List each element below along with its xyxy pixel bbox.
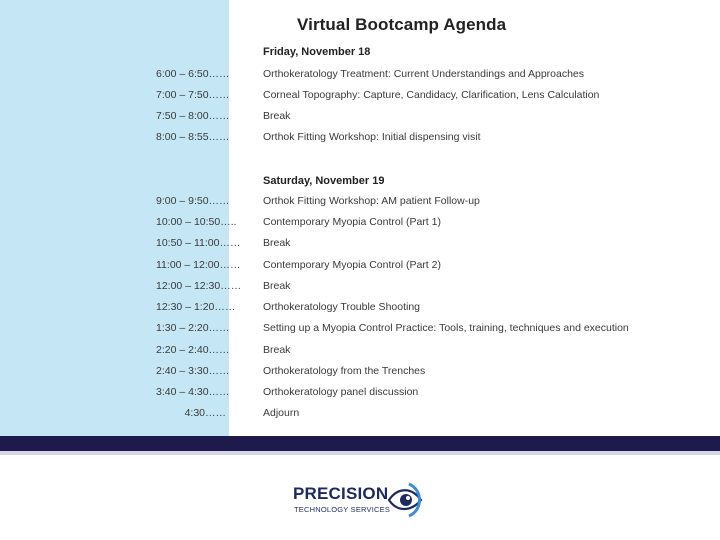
session-title: Contemporary Myopia Control (Part 1)	[263, 216, 441, 228]
session-time: 6:00 – 6:50……	[156, 68, 230, 80]
agenda-row	[0, 407, 720, 421]
session-time: 10:50 – 11:00……	[156, 237, 241, 249]
session-time: 4:30……	[184, 407, 226, 419]
session-title: Break	[263, 280, 291, 292]
session-title: Setting up a Myopia Control Practice: Tools, training, techniques and execution	[263, 322, 629, 334]
session-time: 7:50 – 8:00……	[156, 110, 230, 122]
session-title: Break	[263, 110, 291, 122]
eye-lens-icon	[387, 480, 425, 520]
page-title: Virtual Bootcamp Agenda	[297, 15, 507, 34]
session-time: 2:40 – 3:30……	[156, 365, 230, 377]
agenda-row	[0, 344, 720, 358]
session-time: 9:00 – 9:50……	[156, 195, 230, 207]
logo-tagline: TECHNOLOGY SERVICES	[294, 505, 391, 514]
agenda-row	[0, 386, 720, 400]
agenda-row	[0, 365, 720, 379]
agenda-row	[0, 259, 720, 273]
agenda-row	[0, 195, 720, 209]
session-title: Break	[263, 344, 291, 356]
session-title: Orthok Fitting Workshop: AM patient Follow-up	[263, 195, 480, 207]
session-time: 10:00 – 10:50…..	[156, 216, 237, 228]
session-time: 12:30 – 1:20……	[156, 301, 236, 313]
agenda-row	[0, 237, 720, 251]
company-logo	[293, 480, 433, 522]
agenda-row	[0, 131, 720, 145]
session-time: 2:20 – 2:40……	[156, 344, 230, 356]
agenda-row	[0, 68, 720, 82]
session-title: Orthok Fitting Workshop: Initial dispensing visit	[263, 131, 481, 143]
session-title: Orthokeratology Treatment: Current Understandings and Approaches	[263, 68, 585, 80]
session-title: Orthokeratology Trouble Shooting	[263, 301, 421, 313]
day-heading-friday: Friday, November 18	[263, 46, 371, 58]
session-title: Orthokeratology from the Trenches	[263, 365, 426, 377]
logo-wordmark: PRECISION	[293, 484, 389, 503]
agenda-row	[0, 110, 720, 124]
session-title: Break	[263, 237, 291, 249]
session-time: 7:00 – 7:50……	[156, 89, 230, 101]
session-title: Contemporary Myopia Control (Part 2)	[263, 259, 441, 271]
session-time: 11:00 – 12:00……	[156, 259, 241, 271]
session-time: 1:30 – 2:20……	[156, 322, 230, 334]
agenda-row	[0, 89, 720, 103]
session-time: 8:00 – 8:55……	[156, 131, 230, 143]
agenda-row	[0, 322, 720, 336]
session-time: 12:00 – 12:30……	[156, 280, 242, 292]
session-time: 3:40 – 4:30……	[156, 386, 230, 398]
day-heading-saturday: Saturday, November 19	[263, 175, 385, 187]
session-title: Adjourn	[263, 407, 300, 419]
agenda-row	[0, 280, 720, 294]
agenda-row	[0, 216, 720, 230]
session-title: Orthokeratology panel discussion	[263, 386, 419, 398]
footer-band-accent	[0, 451, 720, 455]
agenda-row	[0, 301, 720, 315]
session-title: Corneal Topography: Capture, Candidacy, Clarification, Lens Calculation	[263, 89, 600, 101]
footer-band	[0, 436, 720, 451]
